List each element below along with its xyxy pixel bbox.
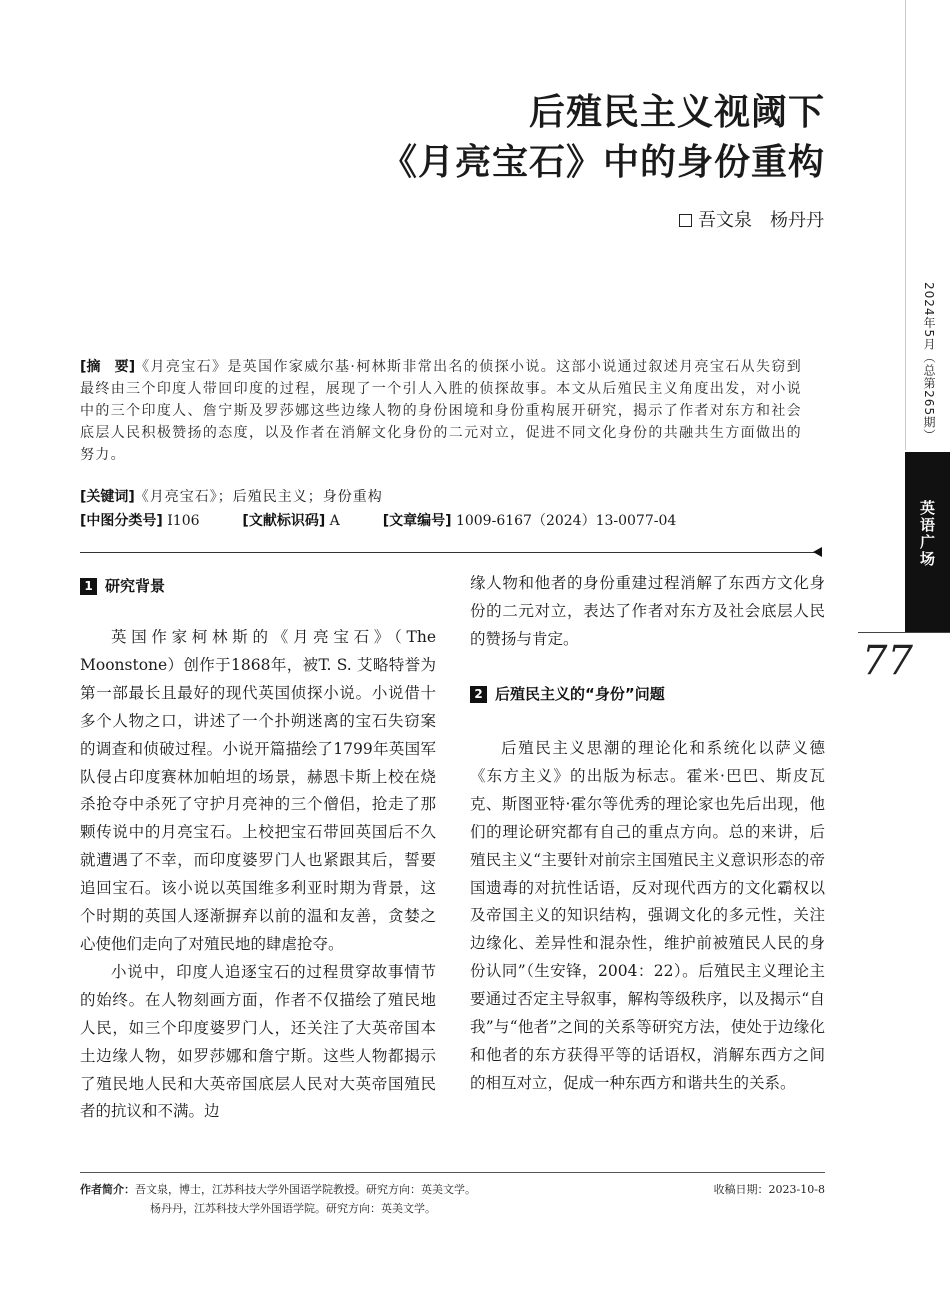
left-column <box>80 624 436 1126</box>
received-date: 收稿日期：2023-10-8 <box>713 1183 825 1196</box>
separator-line <box>80 552 816 553</box>
clc-label: [中图分类号] <box>80 513 163 529</box>
issue-info: 2024年5月（总第265期） <box>922 282 936 443</box>
paragraph-continuation: 缘人物和他者的身份重建过程消解了东西方文化身份的二元对立，表达了作者对东方及社会底层人民的赞扬与肯定。 <box>470 574 825 648</box>
keywords-label: [关键词] <box>80 489 135 505</box>
author-bio-2: 杨丹丹，江苏科技大学外国语学院。研究方向：英美文学。 <box>150 1202 436 1215</box>
article-title <box>300 88 825 188</box>
paragraph: 后殖民主义思潮的理论化和系统化以萨义德《东方主义》的出版为标志。霍米·巴巴、斯皮瓦克、斯图亚特·霍尔等优秀的理论家也先后出现，他们的理论研究都有自己的重点方向。总的来讲，后殖民主义“主要针对前宗主国殖民主义意识形态的帝国遗毒的对抗性话语，反对现代西方的文化霸权以及帝国主义的知识结构，强调文化的多元性，关注边缘化、差异性和混杂性，维护前被殖民人民的身份认同”（生安锋，2004：22）。后殖民主义理论主要通过否定主导叙事，解构等级秩序，以及揭示“自我”与“他者”之间的关系等研究方法，使处于边缘化和他者的东方获得平等的话语权，消解东西方之间的相互对立，促成一种东西方和谐共生的关系。 <box>470 739 825 1092</box>
footer-rule <box>80 1172 825 1173</box>
section-heading-text: 后殖民主义的“身份”问题 <box>495 685 665 703</box>
author-bio-label: 作者简介： <box>80 1183 135 1196</box>
paragraph: 小说中，印度人追逐宝石的过程贯穿故事情节的始终。在人物刻画方面，作者不仅描绘了殖民地人民，如三个印度婆罗门人，还关注了大英帝国本土边缘人物，如罗莎娜和詹宁斯。这些人物都揭示了殖民地人民和大英帝国底层人民对大英帝国殖民者的抗议和不满。边 <box>80 962 436 1121</box>
section-number-badge: 2 <box>470 686 487 703</box>
page-number-rule <box>858 632 950 633</box>
section-name: 英语广场 <box>918 500 936 568</box>
title-line-1: 后殖民主义视阈下 <box>528 92 825 133</box>
keywords <box>80 486 802 508</box>
section-number-badge: 1 <box>80 578 97 595</box>
paragraph: 英国作家柯林斯的《月亮宝石》（The Moonstone）创作于1868年，被T. S. 艾略特誉为第一部最长且最好的现代英国侦探小说。小说借十多个人物之口，讲述了一个扑朔迷离的宝石失窃案的调查和侦破过程。小说开篇描绘了1799年英国军队侵占印度赛林加帕坦的场景，赫恩卡斯上校在烧杀抢夺中杀死了守护月亮神的三个僧侣，抢走了那颗传说中的月亮宝石。上校把宝石带回英国后不久就遭遇了不幸，而印度婆罗门人也紧跟其后，誓要追回宝石。该小说以英国维多利亚时期为背景，这个时期的英国人逐渐摒弃以前的温和友善，贪婪之心使他们走向了对殖民地的肆虐抢夺。 <box>80 628 436 953</box>
classification-info <box>80 510 802 532</box>
section-heading-text: 研究背景 <box>105 577 166 595</box>
author-bio-1: 吾文泉，博士，江苏科技大学外国语学院教授。研究方向：英美文学。 <box>135 1183 476 1196</box>
abstract <box>80 356 802 466</box>
section-heading-2 <box>470 683 665 705</box>
keywords-text: 《月亮宝石》；后殖民主义；身份重构 <box>134 489 383 505</box>
abstract-text: 《月亮宝石》是英国作家威尔基·柯林斯非常出名的侦探小说。这部小说通过叙述月亮宝石从失窃到最终由三个印度人带回印度的过程，展现了一个引人入胜的侦探故事。本文从后殖民主义角度出发，对小说中的三个印度人、詹宁斯及罗莎娜这些边缘人物的身份困境和身份重构展开研究，揭示了作者对东方和社会底层人民积极赞扬的态度，以及作者在消解文化身份的二元对立，促进不同文化身份的共融共生方面做出的努力。 <box>80 359 802 463</box>
page-number: 77 <box>862 638 913 684</box>
right-column-continuation <box>470 570 825 654</box>
right-column <box>470 735 825 1098</box>
separator-arrow-icon <box>813 547 822 557</box>
title-line-2: 《月亮宝石》中的身份重构 <box>380 142 825 183</box>
article-no-label: [文章编号] <box>382 513 452 529</box>
section-heading-1 <box>80 575 165 597</box>
abstract-label: [摘 要] <box>80 359 136 375</box>
author-names: 吾文泉 杨丹丹 <box>698 210 824 231</box>
square-bullet-icon <box>679 214 692 227</box>
article-no-value: 1009-6167（2024）13-0077-04 <box>455 513 677 529</box>
section-tab <box>905 452 950 632</box>
clc-value: I106 <box>167 513 200 529</box>
doc-code-value: A <box>329 513 340 529</box>
author-line <box>560 208 824 234</box>
doc-code-label: [文献标识码] <box>242 513 326 529</box>
